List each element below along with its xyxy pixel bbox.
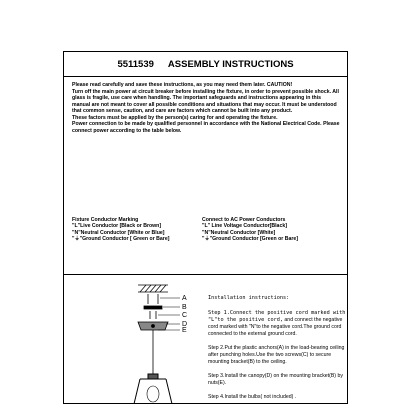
fixture-diagram [68,282,208,404]
label-b: B [182,304,187,311]
step-item [208,394,346,401]
table-cell: "L"Live Conductor [Black or Brown] [72,223,162,230]
step-text: Step 3.Install the canopy(D) on the mounting bracket(B) by nuts(E). [208,373,343,386]
step-item [208,373,346,387]
wiring-table [72,217,344,242]
lamp-shade [134,374,172,404]
pendant-lamp-drawing [68,282,208,404]
table-cell: "N"Neutral Conductor [White or Blue] [72,229,165,236]
intro-paragraph: Turn off the main power at circuit breaker before installing the fixture, in order to prevent possible shock. All glass is fragile, use care when handling. The important safeguards and instructions appearing in this manual are not meant to cover all possible conditions and situations that may occur. It must be understood that common sense, caution, and care are factors which cannot be built into any product. [72,88,339,114]
intro-text [72,82,340,134]
header-divider [64,76,347,77]
label-a: A [182,295,187,302]
installation-instructions [208,295,346,408]
table-cell: "N"Neutral Conductor [White] [202,229,276,236]
table-cell: "⏚"Ground Conductor [Green or Bare] [202,235,298,242]
intro-paragraph: These factors must be applied by the person(s) caring for and operating the fixture. [72,114,278,121]
ceiling-hatch [138,285,168,292]
instruction-sheet [63,51,348,404]
step-lead: Step 1.Connect the positive cord marked with "L"to the positive cord, [208,310,346,323]
label-e: E [182,327,187,334]
table-cell: "L" Line Voltage Conductor[Black] [202,223,287,230]
label-c: C [182,312,188,319]
table-cell: "⏚"Ground Conductor [ Green or Bare] [72,235,170,242]
model-number: 5511539 [117,58,154,70]
table-header-right: Connect to AC Power Conductors [202,217,286,223]
mounting-parts [138,294,168,330]
step-item [208,310,346,338]
intro-paragraph: Please read carefully and save these instructions, as you may need them later. CAUTION! [72,82,293,88]
page-title: ASSEMBLY INSTRUCTIONS [167,58,294,70]
installation-title: Installation instructions: [208,295,290,301]
intro-paragraph: Power connection to be made by qualified personnel in accordance with the National Electrical Code. Please connect power according to the table below. [72,121,340,134]
step-text: and connect the negative cord marked with "N"to the negative cord.The ground cord connected to the external ground cord. [208,317,343,337]
header [64,52,347,76]
step-text: Step 4.Install the bulbs( not included) . [208,394,297,400]
table-header-left: Fixture Conductor Marking [72,217,139,223]
label-d: D [182,321,188,328]
section-divider [64,274,347,275]
step-item [208,345,346,366]
step-text: Step 2.Put the plastic anchors(A) in the load-bearing ceiling after punching holes.Use the two screws(C) to secure mounting bracket(B) to the ceiling. [208,345,345,365]
table-row [72,236,344,242]
